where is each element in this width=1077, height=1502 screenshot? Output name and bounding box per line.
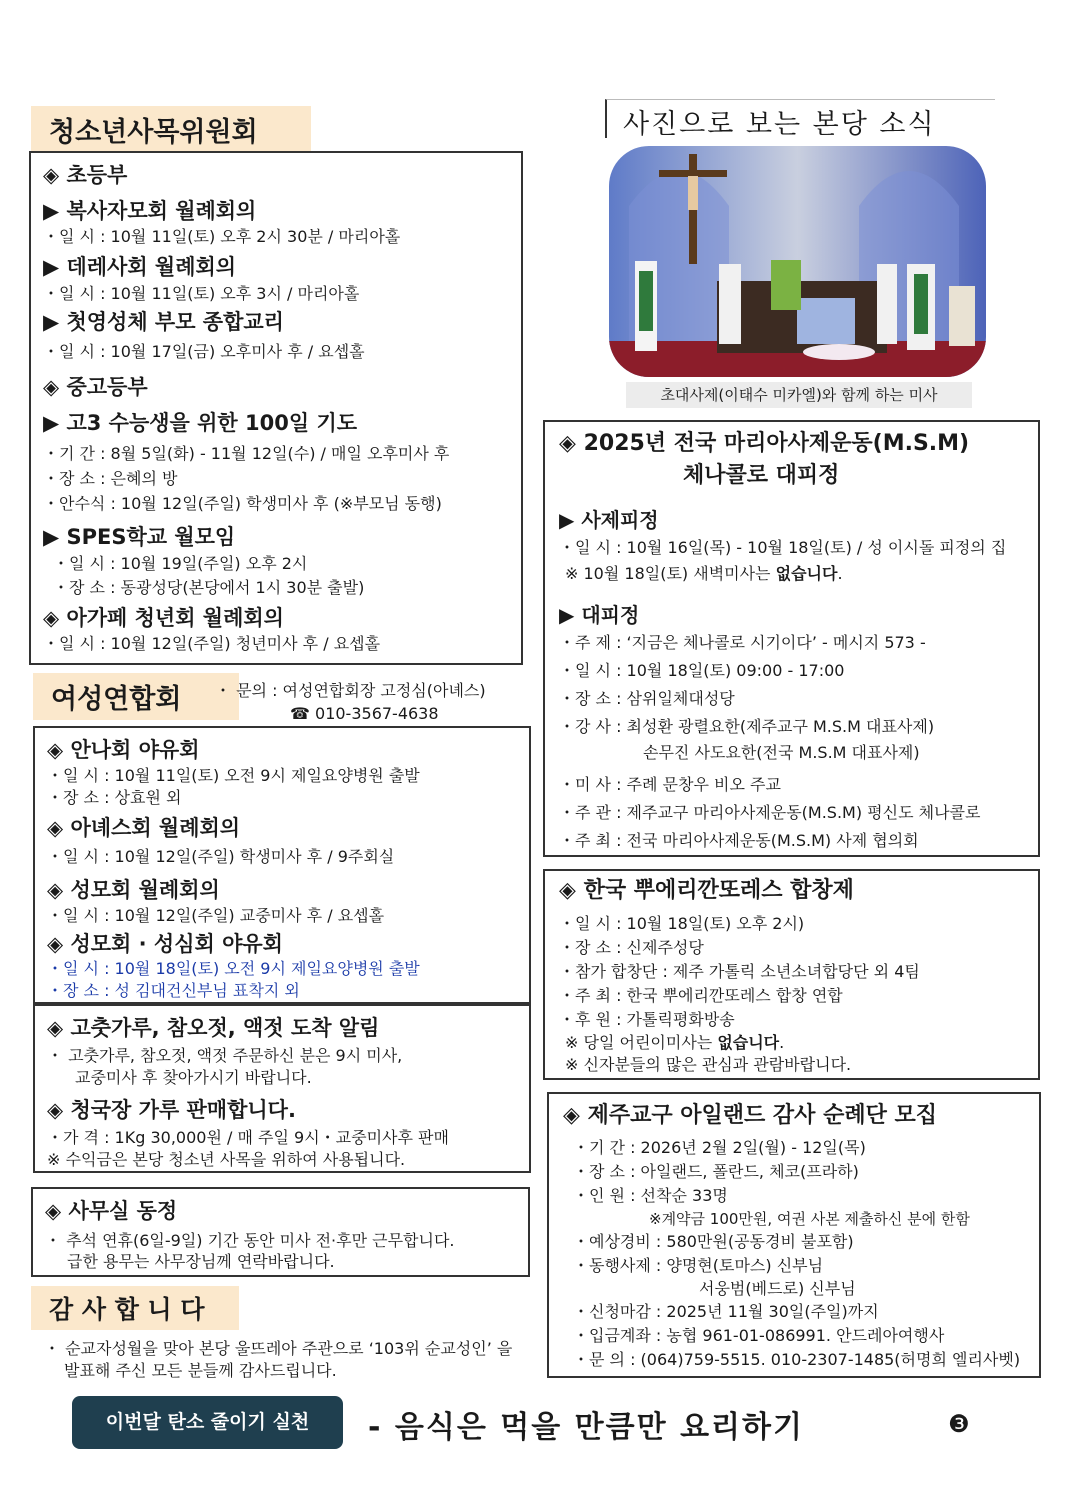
exam-prayer-place: ・장 소 : 은혜의 방 (43, 469, 178, 488)
big-retreat-heading: ▶ 대피정 (559, 603, 640, 627)
women-section-title: 여성연합회 (33, 673, 239, 720)
retreat-host: ・주 최 : 전국 마리아사제운동(M.S.M) 사제 협의회 (559, 831, 919, 850)
agnes-heading: ◈ 아녜스회 월례회의 (47, 816, 241, 840)
parents-meeting-heading: ▶ 복사자모회 월례회의 (43, 199, 257, 223)
heart-time: ・일 시 : 10월 18일(토) 오전 9시 제일요양병원 출발 (47, 959, 420, 978)
ireland-contact: ・문 의 : (064)759-5515. 010-2307-1485(허명희 엘리사벳) (573, 1350, 1021, 1369)
spes-heading: ▶ SPES학교 월모임 (43, 525, 236, 549)
carbon-slogan: - 음식은 먹을 만큼만 요리하기 (368, 1410, 804, 1445)
annah-heading: ◈ 안나회 야유회 (47, 738, 200, 762)
teresa-meeting-heading: ▶ 데레사회 월례회의 (43, 255, 237, 279)
annah-place: ・장 소 : 상효원 외 (47, 788, 182, 807)
ireland-box (547, 1092, 1041, 1378)
exam-prayer-period: ・기 간 : 8월 5일(화) - 11월 12일(수) / 매일 오후미사 후 (43, 444, 450, 463)
mass-photo (609, 146, 986, 377)
pepper-line2: 교중미사 후 찾아가시기 바랍니다. (75, 1068, 312, 1087)
page-number: ❸ (948, 1410, 970, 1438)
retreat-mass: ・미 사 : 주례 문창우 비오 주교 (559, 775, 781, 794)
spes-place: ・장 소 : 동광성당(본당에서 1시 30분 출발) (53, 578, 365, 597)
thanks-line1: ・ 순교자성월을 맞아 본당 울뜨레아 주관으로 ‘103위 순교성인’ 을 (44, 1339, 513, 1358)
agape-heading: ◈ 아가페 청년회 월례회의 (43, 606, 284, 630)
office-heading: ◈ 사무실 동정 (45, 1199, 178, 1223)
spes-time: ・일 시 : 10월 19일(주일) 오후 2시 (53, 554, 308, 573)
ireland-capacity: ・인 원 : 선착순 33명 (573, 1186, 728, 1205)
annah-time: ・일 시 : 10월 11일(토) 오전 9시 제일요양병원 출발 (47, 766, 420, 785)
ireland-cost: ・예상경비 : 580만원(공동경비 불포함) (573, 1232, 854, 1251)
photo-section-title: 사진으로 보는 본당 소식 (623, 109, 936, 140)
agnes-line: ・일 시 : 10월 12일(주일) 학생미사 후 / 9주회실 (47, 847, 395, 866)
carbon-badge: 이번달 탄소 줄이기 실천 (72, 1396, 343, 1449)
ireland-deposit-note: ※계약금 100만원, 여권 사본 제출하신 분에 한함 (649, 1210, 970, 1228)
middle-high-heading: ◈ 중고등부 (43, 375, 148, 399)
office-line1: ・ 추석 연휴(6일-9일) 기간 동안 미사 전·후만 근무합니다. (45, 1231, 455, 1250)
photo-section-header (605, 99, 995, 138)
retreat-speaker1: ・강 사 : 최성환 광렬요한(제주교구 M.S.M 대표사제) (559, 717, 935, 736)
chunggukjang-heading: ◈ 청국장 가루 판매합니다. (47, 1098, 296, 1122)
office-box (31, 1187, 530, 1277)
office-line2: 급한 용무는 사무장님께 연락바랍니다. (67, 1252, 335, 1271)
choir-heading: ◈ 한국 뿌에리깐또레스 합창제 (559, 878, 854, 903)
priest-retreat-time: ・일 시 : 10월 16일(목) - 10월 18일(토) / 성 이시돌 피정의 집 (559, 538, 1007, 557)
priest-retreat-note: ※ 10월 18일(토) 새벽미사는 없습니다. (565, 564, 843, 583)
ireland-deadline: ・신청마감 : 2025년 11월 30일(주일)까지 (573, 1302, 879, 1321)
choir-box (543, 869, 1040, 1080)
mother-heading: ◈ 성모회 월례회의 (47, 878, 220, 902)
chunggukjang-note: ※ 수익금은 본당 청소년 사목을 위하여 사용됩니다. (47, 1150, 406, 1169)
retreat-time: ・일 시 : 10월 18일(토) 09:00 - 17:00 (559, 661, 845, 680)
heart-place: ・장 소 : 성 김대건신부님 표착지 외 (47, 981, 300, 1000)
pepper-line1: ・ 고춧가루, 참오젓, 액젓 주문하신 분은 9시 미사, (47, 1046, 403, 1065)
heart-heading: ◈ 성모회 · 성심회 야유회 (47, 932, 283, 956)
ireland-priest1: ・동행사제 : 양명현(토마스) 신부님 (573, 1256, 824, 1275)
ireland-places: ・장 소 : 아일랜드, 폴란드, 체코(프라하) (573, 1162, 859, 1181)
choir-time: ・일 시 : 10월 18일(토) 오후 2시) (559, 914, 805, 933)
exam-prayer-blessing: ・안수식 : 10월 12일(주일) 학생미사 후 (※부모님 동행) (43, 494, 442, 513)
sales-box (33, 1004, 531, 1173)
chunggukjang-price: ・가 격 : 1Kg 30,000원 / 매 주일 9시・교중미사후 판매 (47, 1128, 449, 1147)
pepper-heading: ◈ 고춧가루, 참오젓, 액젓 도착 알림 (47, 1016, 380, 1040)
women-phone: ☎ 010-3567-4638 (290, 704, 439, 723)
women-box (33, 726, 531, 1004)
retreat-place: ・장 소 : 삼위일체대성당 (559, 689, 735, 708)
ireland-period: ・기 간 : 2026년 2월 2일(월) - 12일(목) (573, 1138, 866, 1157)
choir-sponsor: ・후 원 : 가톨릭평화방송 (559, 1010, 735, 1029)
priest-retreat-heading: ▶ 사제피정 (559, 508, 659, 532)
thanks-line2: 발표해 주신 모든 분들께 감사드립니다. (64, 1361, 337, 1380)
women-contact: ・ 문의 : 여성연합회장 고정심(아녜스) (215, 681, 486, 700)
choir-host: ・주 최 : 한국 뿌에리깐또레스 합창 연합 (559, 986, 843, 1005)
ireland-account: ・입금계좌 : 농협 961-01-086991. 안드레아여행사 (573, 1326, 945, 1345)
retreat-speaker2: 손무진 사도요한(전국 M.S.M 대표사제) (643, 743, 920, 762)
msm-subtitle: 체나콜로 대피정 (683, 463, 840, 488)
ireland-priest2: 서웅범(베드로) 신부님 (699, 1279, 856, 1298)
elementary-heading: ◈ 초등부 (43, 163, 128, 187)
exam-prayer-heading: ▶ 고3 수능생을 위한 100일 기도 (43, 411, 358, 435)
msm-box (543, 420, 1040, 857)
retreat-theme: ・주 제 : ‘지금은 체나콜로 시기이다’ - 메시지 573 - (559, 633, 926, 652)
first-communion-line: ・일 시 : 10월 17일(금) 오후미사 후 / 요셉홀 (43, 342, 365, 361)
choir-place: ・장 소 : 신제주성당 (559, 938, 704, 957)
first-communion-heading: ▶ 첫영성체 부모 종합교리 (43, 310, 284, 334)
parents-meeting-line: ・일 시 : 10월 11일(토) 오후 2시 30분 / 마리아홀 (43, 227, 401, 246)
agape-line: ・일 시 : 10월 12일(주일) 청년미사 후 / 요셉홀 (43, 634, 381, 653)
choir-invite-note: ※ 신자분들의 많은 관심과 관람바랍니다. (565, 1055, 852, 1074)
thanks-title: 감 사 합 니 다 (31, 1286, 239, 1330)
choir-participants: ・참가 합창단 : 제주 가톨릭 소년소녀합당단 외 4팀 (559, 962, 920, 981)
msm-title: ◈ 2025년 전국 마리아사제운동(M.S.M) (559, 431, 970, 456)
mother-line: ・일 시 : 10월 12일(주일) 교중미사 후 / 요셉홀 (47, 906, 385, 925)
photo-caption: 초대사제(이태수 미카엘)와 함께 하는 미사 (626, 382, 972, 408)
choir-kids-mass-note: ※ 당일 어린이미사는 없습니다. (565, 1033, 785, 1052)
youth-box (29, 151, 523, 665)
youth-section-title: 청소년사목위원회 (31, 106, 311, 153)
teresa-meeting-line: ・일 시 : 10월 11일(토) 오후 3시 / 마리아홀 (43, 284, 360, 303)
ireland-heading: ◈ 제주교구 아일랜드 감사 순례단 모집 (563, 1103, 937, 1128)
retreat-organizer: ・주 관 : 제주교구 마리아사제운동(M.S.M) 평신도 체나콜로 (559, 803, 981, 822)
